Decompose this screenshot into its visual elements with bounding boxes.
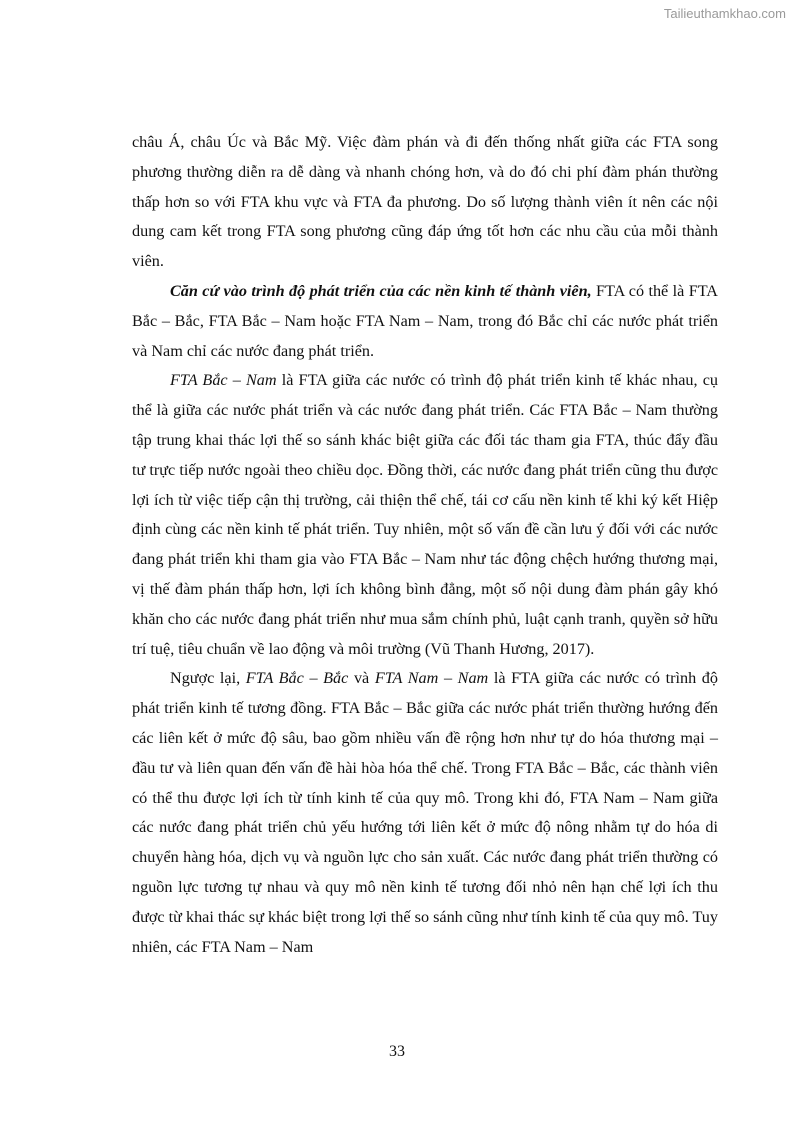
page-number: 33 xyxy=(389,1043,405,1060)
term-north-south: FTA Bắc – Nam xyxy=(170,371,277,390)
paragraph-development-level xyxy=(132,277,718,366)
paragraph-bilateral-fta: châu Á, châu Úc và Bắc Mỹ. Việc đàm phán và đi đến thống nhất giữa các FTA song phương thường diễn ra dễ dàng và nhanh chóng hơn, và do đó chi phí đàm phán thường thấp hơn so với FTA khu vực và FTA đa phương. Do số lượng thành viên ít nên các nội dung cam kết trong FTA song phương cũng đáp ứng tốt hơn các nhu cầu của mỗi thành viên. xyxy=(132,133,718,271)
document-body xyxy=(132,128,718,962)
paragraph-lead-heading: Căn cứ vào trình độ phát triển của các nền kinh tế thành viên, xyxy=(170,281,592,300)
paragraph-text: là FTA giữa các nước có trình độ phát triển kinh tế khác nhau, cụ thể là giữa các nước phát triển và các nước đang phát triển. Các FTA Bắc – Nam thường tập trung khai thác lợi thế so sánh khác biệt giữa các đối tác tham gia FTA, thúc đẩy đầu tư trực tiếp nước ngoài theo chiều dọc. Đồng thời, các nước đang phát triển cũng thu được lợi ích từ việc tiếp cận thị trường, cải thiện thể chế, tái cơ cấu nền kinh tế khi ký kết Hiệp định cùng các nền kinh tế phát triển. Tuy nhiên, một số vấn đề cần lưu ý đối với các nước đang phát triển khi tham gia vào FTA Bắc – Nam như tác động chệch hướng thương mại, vị thế đàm phán thấp hơn, lợi ích không bình đẳng, một số nội dung đàm phán gây khó khăn cho các nước đang phát triển như mua sắm chính phủ, luật cạnh tranh, quyền sở hữu trí tuệ, tiêu chuẩn về lao động và môi trường (Vũ Thanh Hương, 2017). xyxy=(132,371,719,658)
term-north-north: FTA Bắc – Bắc xyxy=(245,669,349,688)
paragraph-text: FTA có thể là FTA Bắc – Bắc, FTA Bắc – Nam hoặc FTA Nam – Nam, trong đó Bắc chỉ các nước phát triển và Nam chỉ các nước đang phát triển. xyxy=(132,281,718,360)
paragraph-north-north-south-south xyxy=(132,664,718,962)
paragraph-conjunction: và xyxy=(348,669,375,688)
paragraph-intro: Ngược lại, xyxy=(170,669,246,688)
paragraph-north-south xyxy=(132,366,718,664)
term-south-south: FTA Nam – Nam xyxy=(374,669,489,688)
paragraph-text: là FTA giữa các nước có trình độ phát triển kinh tế tương đồng. FTA Bắc – Bắc giữa các nước phát triển thường hướng đến các liên kết ở mức độ sâu, bao gồm nhiều vấn đề rộng hơn như tự do hóa thương mại – đầu tư và liên quan đến vấn đề hài hòa hóa thể chế. Trong FTA Bắc – Bắc, các thành viên có thể thu được lợi ích từ tính kinh tế của quy mô. Trong khi đó, FTA Nam – Nam giữa các nước đang phát triển chủ yếu hướng tới liên kết ở mức độ nông nhằm tự do hóa di chuyển hàng hóa, dịch vụ và nguồn lực cho sản xuất. Các nước đang phát triển thường có nguồn lực tương tự nhau và quy mô nền kinh tế tương đối nhỏ nên hạn chế lợi ích thu được từ khai thác sự khác biệt trong lợi thế so sánh cũng như tính kinh tế của quy mô. Tuy nhiên, các FTA Nam – Nam xyxy=(132,669,718,956)
watermark-text: Tailieuthamkhao.com xyxy=(663,6,786,21)
